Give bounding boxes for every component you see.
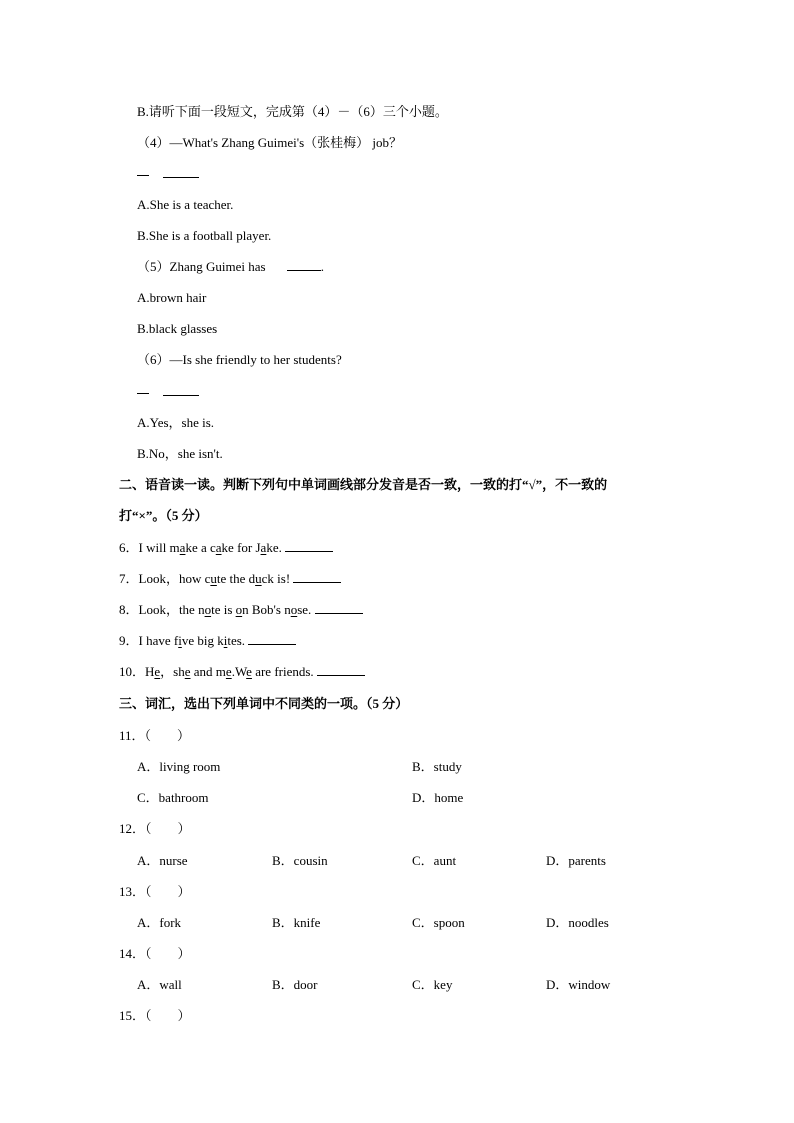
underlined-letter: a	[215, 540, 222, 555]
option-14d: D．window	[546, 977, 611, 992]
underlined-letter: o	[204, 602, 212, 617]
underlined-letter: i	[223, 633, 228, 648]
section-3-heading: 三、词汇，选出下列单词中不同类的一项。（5 分）	[119, 696, 409, 711]
option-11c: C．bathroom	[137, 790, 209, 805]
part-b-intro: B.请听下面一段短文，完成第（4）－（6）三个小题。	[137, 104, 448, 119]
underlined-letter: u	[210, 571, 217, 586]
answer-blank	[248, 632, 296, 645]
question-5-suffix: .	[320, 259, 325, 274]
text-part: 8．Look，the n	[119, 602, 205, 617]
answer-blank	[163, 165, 199, 178]
underlined-letter: i	[178, 633, 182, 648]
option-13b: B．knife	[272, 915, 321, 930]
section-2-heading-line-2: 打“×”。（5 分）	[119, 508, 208, 523]
text-part: 6．I will m	[119, 540, 180, 555]
vocab-question-15: 15．（ ）	[119, 1008, 191, 1023]
option-14b: B．door	[272, 977, 318, 992]
option-12d: D．parents	[546, 853, 606, 868]
option-6a: A.Yes，she is.	[137, 415, 215, 430]
text-part: 10．H	[119, 664, 155, 679]
option-11a: A．living room	[137, 759, 221, 774]
text-part: te the d	[216, 571, 256, 586]
phonics-question-6	[119, 539, 333, 557]
underlined-letter: o	[290, 602, 298, 617]
underlined-letter: e	[184, 664, 191, 679]
text-part: and m	[190, 664, 226, 679]
option-6b: B.No，she isn't.	[137, 446, 223, 461]
option-13a: A．fork	[137, 915, 182, 930]
option-14c: C．key	[412, 977, 453, 992]
answer-blank	[315, 601, 363, 614]
text-part: se.	[297, 602, 312, 617]
option-12a: A．nurse	[137, 853, 188, 868]
text-part: ke.	[266, 540, 282, 555]
underlined-letter: a	[260, 540, 267, 555]
text-part: te is	[211, 602, 236, 617]
phonics-question-8	[119, 601, 363, 619]
option-12b: B．cousin	[272, 853, 328, 868]
text-part: ke a c	[185, 540, 216, 555]
phonics-question-9	[119, 632, 296, 650]
text-part: ke for J	[221, 540, 261, 555]
text-part: 7．Look，how c	[119, 571, 211, 586]
answer-blank	[317, 663, 365, 676]
option-13d: D．noodles	[546, 915, 609, 930]
dash-mark	[137, 175, 149, 176]
phonics-question-10	[119, 663, 365, 681]
question-5	[137, 258, 324, 276]
answer-blank	[163, 383, 199, 396]
section-2-heading-line-1: 二、语音读一读。判断下列句中单词画线部分发音是否一致，一致的打“√”，不一致的	[119, 477, 608, 492]
text-part: tes.	[227, 633, 246, 648]
text-part: .W	[231, 664, 247, 679]
answer-blank	[293, 570, 341, 583]
vocab-question-11: 11．（ ）	[119, 728, 191, 743]
option-5b: B.black glasses	[137, 321, 218, 336]
text-part: ve big k	[181, 633, 224, 648]
option-11b: B．study	[412, 759, 462, 774]
option-4b: B.She is a football player.	[137, 228, 272, 243]
text-part: ，sh	[160, 664, 185, 679]
underlined-letter: o	[235, 602, 243, 617]
underlined-letter: e	[154, 664, 161, 679]
answer-blank	[287, 258, 321, 271]
dash-mark	[137, 393, 149, 394]
vocab-question-14: 14．（ ）	[119, 946, 191, 961]
option-13c: C．spoon	[412, 915, 465, 930]
question-6-listening: （6）—Is she friendly to her students?	[137, 352, 342, 367]
phonics-question-7	[119, 570, 341, 588]
answer-line-6	[137, 383, 199, 401]
text-part: are friends.	[251, 664, 314, 679]
option-12c: C．aunt	[412, 853, 457, 868]
option-5a: A.brown hair	[137, 290, 207, 305]
underlined-letter: a	[179, 540, 186, 555]
text-part: n Bob's n	[242, 602, 291, 617]
option-11d: D．home	[412, 790, 464, 805]
underlined-letter: u	[255, 571, 262, 586]
underlined-letter: e	[225, 664, 232, 679]
text-part: ck is!	[261, 571, 291, 586]
text-part: 9．I have f	[119, 633, 179, 648]
question-5-text: （5）Zhang Guimei has	[137, 259, 266, 274]
answer-line-4	[137, 165, 199, 183]
vocab-question-13: 13．（ ）	[119, 884, 191, 899]
option-4a: A.She is a teacher.	[137, 197, 234, 212]
answer-blank	[285, 539, 333, 552]
option-14a: A．wall	[137, 977, 182, 992]
question-4: （4）—What's Zhang Guimei's（张桂梅） job？	[137, 135, 403, 150]
vocab-question-12: 12．（ ）	[119, 821, 191, 836]
underlined-letter: e	[246, 664, 252, 679]
